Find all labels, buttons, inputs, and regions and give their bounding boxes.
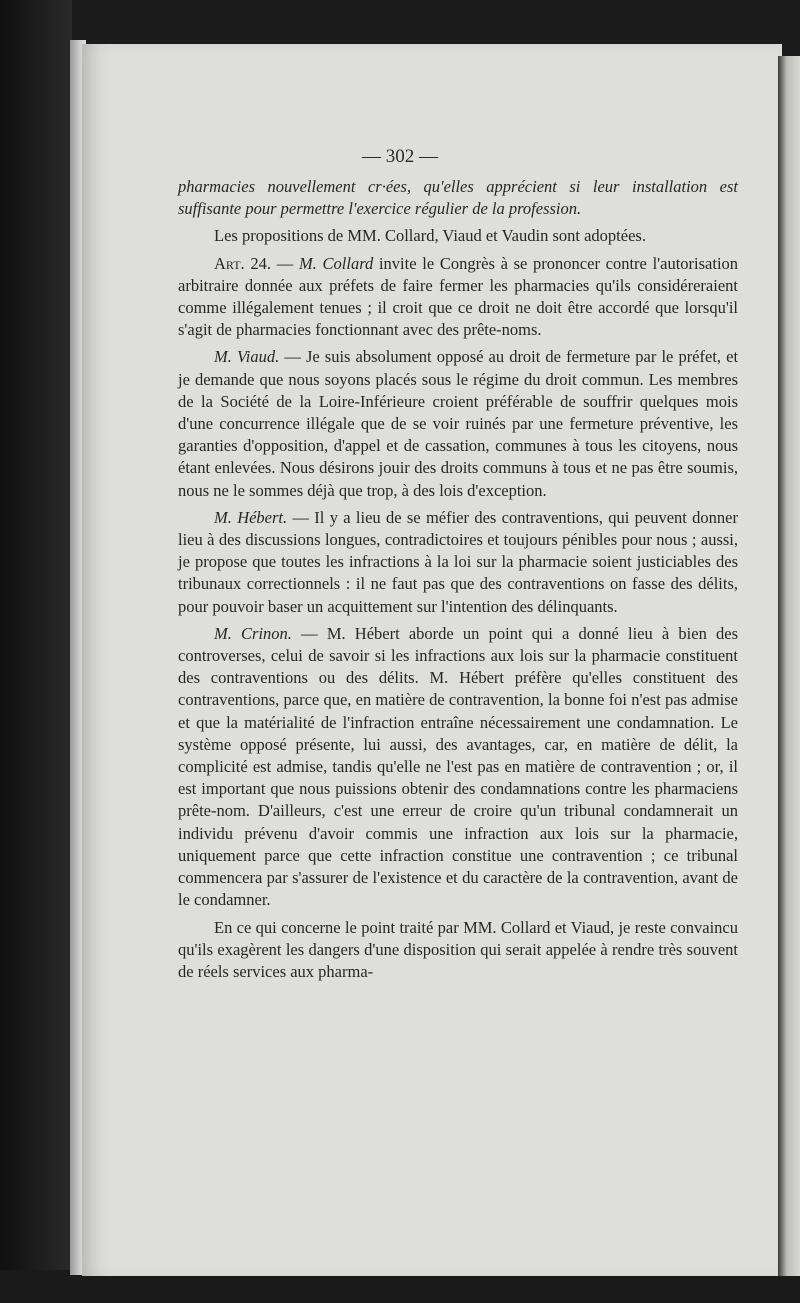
scan-background bbox=[0, 0, 72, 1303]
paragraph bbox=[178, 623, 738, 912]
page-number: — 302 — bbox=[362, 146, 438, 167]
speaker-name: M. Crinon. bbox=[214, 623, 292, 643]
speaker-name: M. Viaud. bbox=[214, 347, 280, 367]
paragraph bbox=[178, 253, 738, 342]
paragraph bbox=[178, 346, 738, 501]
adjacent-page-edge bbox=[778, 56, 800, 1276]
em-dash: — bbox=[284, 347, 301, 367]
paragraph-text: M. Hébert aborde un point qui a donné lieu à bien des controverses, celui de savoir si les infractions aux lois sur la pharmacie constituent des contraventions ou des délits. M. Hébert préfère qu'elles constituent des contraventions, parce que, en matière de contravention, la bonne foi n'est pas admise et que la matérialité de l'infraction entraîne nécessairement une condamnation. Le système opposé présente, lui aussi, des avantages, car, en matière de délit, la complicité est admise, tandis qu'elle ne l'est pas en matière de contravention ; or, il est important que nous puissions obtenir des condamnations contre les pharmaciens prête-nom. D'ailleurs, c'est une erreur de croire qu'un tribunal condamnerait un individu prévenu d'avoir commis une infraction aux lois sur la pharmacie, uniquement parce que cette infraction constitue une contravention ; ce tribunal commencera par s'assurer de l'existence et du caractère de la contravention, avant de le condamner. bbox=[178, 623, 738, 910]
em-dash: — bbox=[301, 623, 318, 643]
paragraph: pharmacies nouvellement cr·ées, qu'elles apprécient si leur installation est suffisante pour permettre l'exercice régulier de la profession. bbox=[178, 177, 738, 219]
paragraph: En ce qui concerne le point traité par MM. Collard et Viaud, je reste convaincu qu'ils exagèrent les dangers d'une disposition qui serait appelée à rendre très souvent de réels services aux pharma- bbox=[178, 917, 738, 981]
page-body bbox=[178, 176, 738, 983]
paragraph: Les propositions de MM. Collard, Viaud et Vaudin sont adoptées. bbox=[214, 226, 646, 246]
paragraph bbox=[178, 507, 738, 618]
article-label: Art. 24. bbox=[214, 253, 271, 273]
speaker-name: M. Collard bbox=[298, 253, 374, 273]
paragraph-text: Il y a lieu de se méfier des contraventions, qui peuvent donner lieu à des discussions longues, contradictoires et toujours pénibles pour nous ; aussi, je propose que toutes les infractions à la loi sur la pharmacie soient justiciables des tribunaux correctionnels : il ne faut pas que des contraventions on fasse des délits, pour pouvoir baser un acquittement sur l'intention des délinquants. bbox=[178, 507, 738, 616]
paragraph-text: Je suis absolument opposé au droit de fermeture par le préfet, et je demande que nous soyons placés sous le régime du droit commun. Les membres de la Société de la Loire-Inférieure croient préférable de souffrir quelques mois d'une concurrence illégale que de se voir ruinés par une fermeture préventive, les garanties d'opposition, d'appel et de cassation, communes à tous les citoyens, nous étant enlevées. Nous désirons jouir des droits communs à tous et ne pas être soumis, nous ne le sommes déjà que trop, à des lois d'exception. bbox=[178, 347, 739, 500]
em-dash: — bbox=[292, 507, 309, 527]
paragraph-text: invite le Congrès à se prononcer contre l'autorisation arbitraire donnée aux préfets de faire fermer les pharmacies qu'ils considéreraient comme illégalement tenues ; il croit que ce droit ne doit être accordé que lorsqu'il s'agit de pharmacies fonctionnant avec des prête-noms. bbox=[178, 253, 739, 340]
em-dash: — bbox=[276, 253, 294, 273]
speaker-name: M. Hébert. bbox=[214, 507, 288, 527]
